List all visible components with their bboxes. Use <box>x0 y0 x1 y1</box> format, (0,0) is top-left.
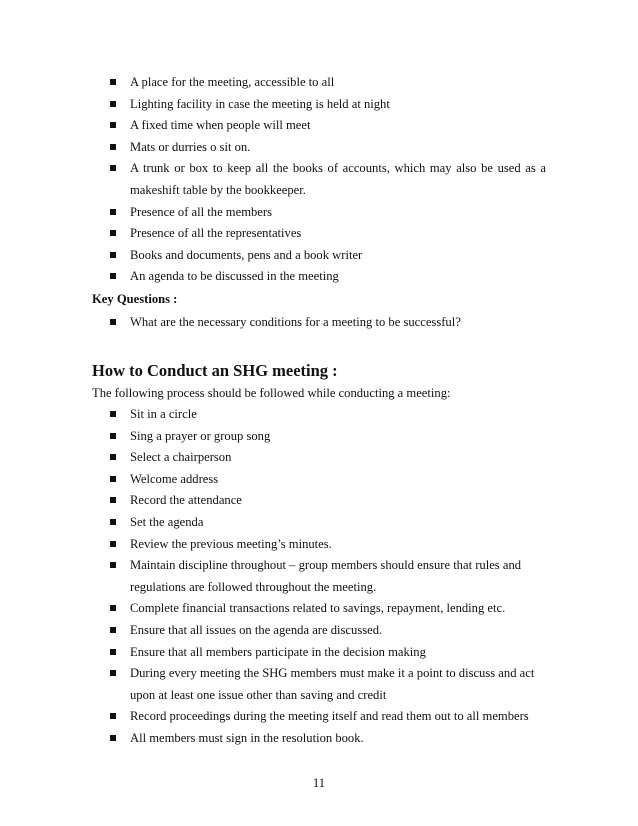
list-item-text: During every meeting the SHG members must make it a point to discuss and act upon at least one issue other than saving and credit <box>130 666 535 702</box>
list-item-text: Sing a prayer or group song <box>130 428 271 443</box>
list-item <box>0 490 638 512</box>
list-item-text: Mats or durries o sit on. <box>130 139 251 154</box>
list-item-text: A place for the meeting, accessible to all <box>130 75 335 89</box>
list-item <box>0 404 638 426</box>
square-bullet-icon <box>110 649 116 655</box>
list-item-text: Lighting facility in case the meeting is held at night <box>130 96 390 111</box>
square-bullet-icon <box>110 230 116 236</box>
list-item <box>0 426 638 448</box>
list-item <box>0 555 638 598</box>
list-item-text: Presence of all the members <box>130 204 272 219</box>
list-item-text: Record the attendance <box>130 493 242 508</box>
list-item <box>0 312 638 334</box>
list-item-text: Ensure that all members participate in the decision making <box>130 644 426 659</box>
square-bullet-icon <box>110 101 116 107</box>
square-bullet-icon <box>110 670 116 676</box>
list-item-text: Set the agenda <box>130 514 204 529</box>
requirements-list <box>0 72 638 288</box>
list-item <box>0 223 638 245</box>
square-bullet-icon <box>110 735 116 741</box>
list-item <box>0 137 638 159</box>
list-item-text: Review the previous meeting’s minutes. <box>130 536 332 551</box>
square-bullet-icon <box>110 411 116 417</box>
square-bullet-icon <box>110 713 116 719</box>
square-bullet-icon <box>110 562 116 568</box>
list-item-text: What are the necessary conditions for a meeting to be successful? <box>130 315 461 329</box>
list-item <box>0 202 638 224</box>
list-item <box>0 663 638 706</box>
square-bullet-icon <box>110 497 116 503</box>
list-item <box>0 706 638 728</box>
list-item <box>0 728 638 750</box>
square-bullet-icon <box>110 627 116 633</box>
list-item-text: A fixed time when people will meet <box>130 118 311 133</box>
list-item-text: A trunk or box to keep all the books of accounts, which may also be used as a makeshift table by the bookkeeper. <box>130 161 546 197</box>
list-item <box>0 469 638 491</box>
list-item-text: Complete financial transactions related to savings, repayment, lending etc. <box>130 601 506 616</box>
list-item-text: Books and documents, pens and a book writer <box>130 247 363 262</box>
square-bullet-icon <box>110 122 116 128</box>
square-bullet-icon <box>110 605 116 611</box>
list-item <box>0 642 638 664</box>
list-item <box>0 245 638 267</box>
list-item-text: Maintain discipline throughout – group members should ensure that rules and regulations are followed throughout the meeting. <box>130 558 522 594</box>
square-bullet-icon <box>110 165 116 171</box>
list-item <box>0 94 638 116</box>
square-bullet-icon <box>110 476 116 482</box>
square-bullet-icon <box>110 252 116 258</box>
list-item-text: Ensure that all issues on the agenda are discussed. <box>130 622 383 637</box>
list-item <box>0 620 638 642</box>
list-item-text: Presence of all the representatives <box>130 226 302 241</box>
page-number: 11 <box>312 776 326 790</box>
list-item <box>0 534 638 556</box>
list-item <box>0 447 638 469</box>
square-bullet-icon <box>110 519 116 525</box>
list-item <box>0 598 638 620</box>
section-heading: How to Conduct an SHG meeting : <box>92 361 338 380</box>
meeting-process-list <box>0 404 638 750</box>
square-bullet-icon <box>110 79 116 85</box>
square-bullet-icon <box>110 319 116 325</box>
square-bullet-icon <box>110 433 116 439</box>
square-bullet-icon <box>110 144 116 150</box>
key-questions-heading: Key Questions : <box>92 292 178 306</box>
square-bullet-icon <box>110 454 116 460</box>
square-bullet-icon <box>110 209 116 215</box>
square-bullet-icon <box>110 541 116 547</box>
list-item-text: All members must sign in the resolution book. <box>130 730 364 745</box>
list-item-text: Sit in a circle <box>130 407 197 421</box>
square-bullet-icon <box>110 273 116 279</box>
list-item <box>0 158 638 201</box>
key-questions-list <box>0 312 638 334</box>
section-intro: The following process should be followed while conducting a meeting: <box>92 386 451 400</box>
list-item <box>0 115 638 137</box>
list-item-text: An agenda to be discussed in the meeting <box>130 269 339 284</box>
list-item <box>0 266 638 288</box>
list-item <box>0 512 638 534</box>
list-item-text: Welcome address <box>130 471 219 486</box>
list-item <box>0 72 638 94</box>
list-item-text: Select a chairperson <box>130 450 232 465</box>
list-item-text: Record proceedings during the meeting itself and read them out to all members <box>130 709 529 724</box>
